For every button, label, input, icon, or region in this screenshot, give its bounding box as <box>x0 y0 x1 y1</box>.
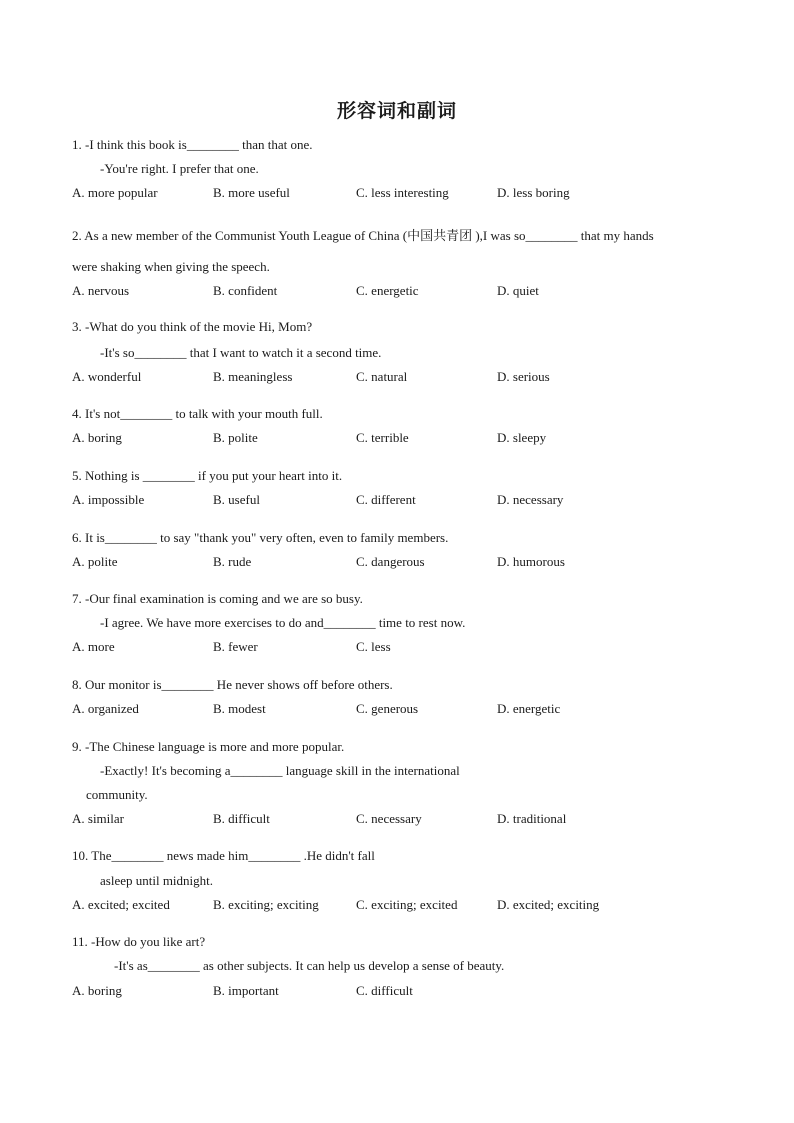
option-d[interactable]: D. serious <box>497 369 550 384</box>
option-b[interactable]: B. more useful <box>213 185 290 200</box>
option-b[interactable]: B. useful <box>213 492 260 507</box>
option-b[interactable]: B. modest <box>213 701 266 716</box>
option-c[interactable]: C. exciting; excited <box>356 897 458 912</box>
question-text: 6. It is________ to say "thank you" very often, even to family members. <box>72 530 449 545</box>
option-b[interactable]: B. polite <box>213 430 258 445</box>
option-c[interactable]: C. terrible <box>356 430 409 445</box>
option-a[interactable]: A. boring <box>72 983 122 998</box>
option-c[interactable]: C. necessary <box>356 811 422 826</box>
option-b[interactable]: B. confident <box>213 283 278 298</box>
option-a[interactable]: A. more <box>72 639 115 654</box>
option-c[interactable]: C. different <box>356 492 416 507</box>
option-d[interactable]: D. sleepy <box>497 430 547 445</box>
question-text: 4. It's not________ to talk with your mouth full. <box>72 406 323 421</box>
question-text: 8. Our monitor is________ He never shows off before others. <box>72 677 393 692</box>
question-text: 9. -The Chinese language is more and more popular. <box>72 739 345 754</box>
question-text: 3. -What do you think of the movie Hi, Mom? <box>72 319 313 334</box>
option-d[interactable]: D. humorous <box>497 554 565 569</box>
option-d[interactable]: D. quiet <box>497 283 539 298</box>
question-text: 7. -Our final examination is coming and we are so busy. <box>72 591 363 606</box>
question-text: 5. Nothing is ________ if you put your heart into it. <box>72 468 343 483</box>
option-d[interactable]: D. less boring <box>497 185 570 200</box>
option-c[interactable]: C. dangerous <box>356 554 425 569</box>
question-text: community. <box>86 787 148 802</box>
option-b[interactable]: B. difficult <box>213 811 270 826</box>
option-b[interactable]: B. rude <box>213 554 252 569</box>
question-text: 1. -I think this book is________ than that one. <box>72 137 313 152</box>
option-a[interactable]: A. similar <box>72 811 124 826</box>
option-a[interactable]: A. boring <box>72 430 122 445</box>
option-a[interactable]: A. more popular <box>72 185 158 200</box>
option-c[interactable]: C. natural <box>356 369 408 384</box>
option-c[interactable]: C. difficult <box>356 983 413 998</box>
question-text: 11. -How do you like art? <box>72 934 206 949</box>
option-b[interactable]: B. important <box>213 983 279 998</box>
question-text: asleep until midnight. <box>100 873 214 888</box>
option-c[interactable]: C. generous <box>356 701 419 716</box>
question-text: -You're right. I prefer that one. <box>100 161 259 176</box>
option-d[interactable]: D. necessary <box>497 492 564 507</box>
option-a[interactable]: A. organized <box>72 701 139 716</box>
option-d[interactable]: D. excited; exciting <box>497 897 600 912</box>
option-a[interactable]: A. nervous <box>72 283 130 298</box>
option-d[interactable]: D. traditional <box>497 811 567 826</box>
option-a[interactable]: A. wonderful <box>72 369 142 384</box>
option-a[interactable]: A. impossible <box>72 492 145 507</box>
question-text: -Exactly! It's becoming a________ language skill in the international <box>100 763 460 778</box>
option-c[interactable]: C. less <box>356 639 391 654</box>
option-a[interactable]: A. excited; excited <box>72 897 170 912</box>
question-text: 10. The________ news made him________ .He didn't fall <box>72 848 375 863</box>
question-text: -I agree. We have more exercises to do and________ time to rest now. <box>100 615 466 630</box>
option-b[interactable]: B. fewer <box>213 639 258 654</box>
option-b[interactable]: B. meaningless <box>213 369 293 384</box>
question-text: -It's as________ as other subjects. It can help us develop a sense of beauty. <box>114 958 505 973</box>
question-text: were shaking when giving the speech. <box>72 259 270 274</box>
option-c[interactable]: C. less interesting <box>356 185 449 200</box>
option-b[interactable]: B. exciting; exciting <box>213 897 319 912</box>
question-text: 2. As a new member of the Communist Youth League of China (中国共青团 ),I was so________ that my hands <box>72 228 654 243</box>
question-text: -It's so________ that I want to watch it a second time. <box>100 345 382 360</box>
option-c[interactable]: C. energetic <box>356 283 419 298</box>
option-a[interactable]: A. polite <box>72 554 118 569</box>
option-d[interactable]: D. energetic <box>497 701 561 716</box>
page-title: 形容词和副词 <box>336 100 457 122</box>
